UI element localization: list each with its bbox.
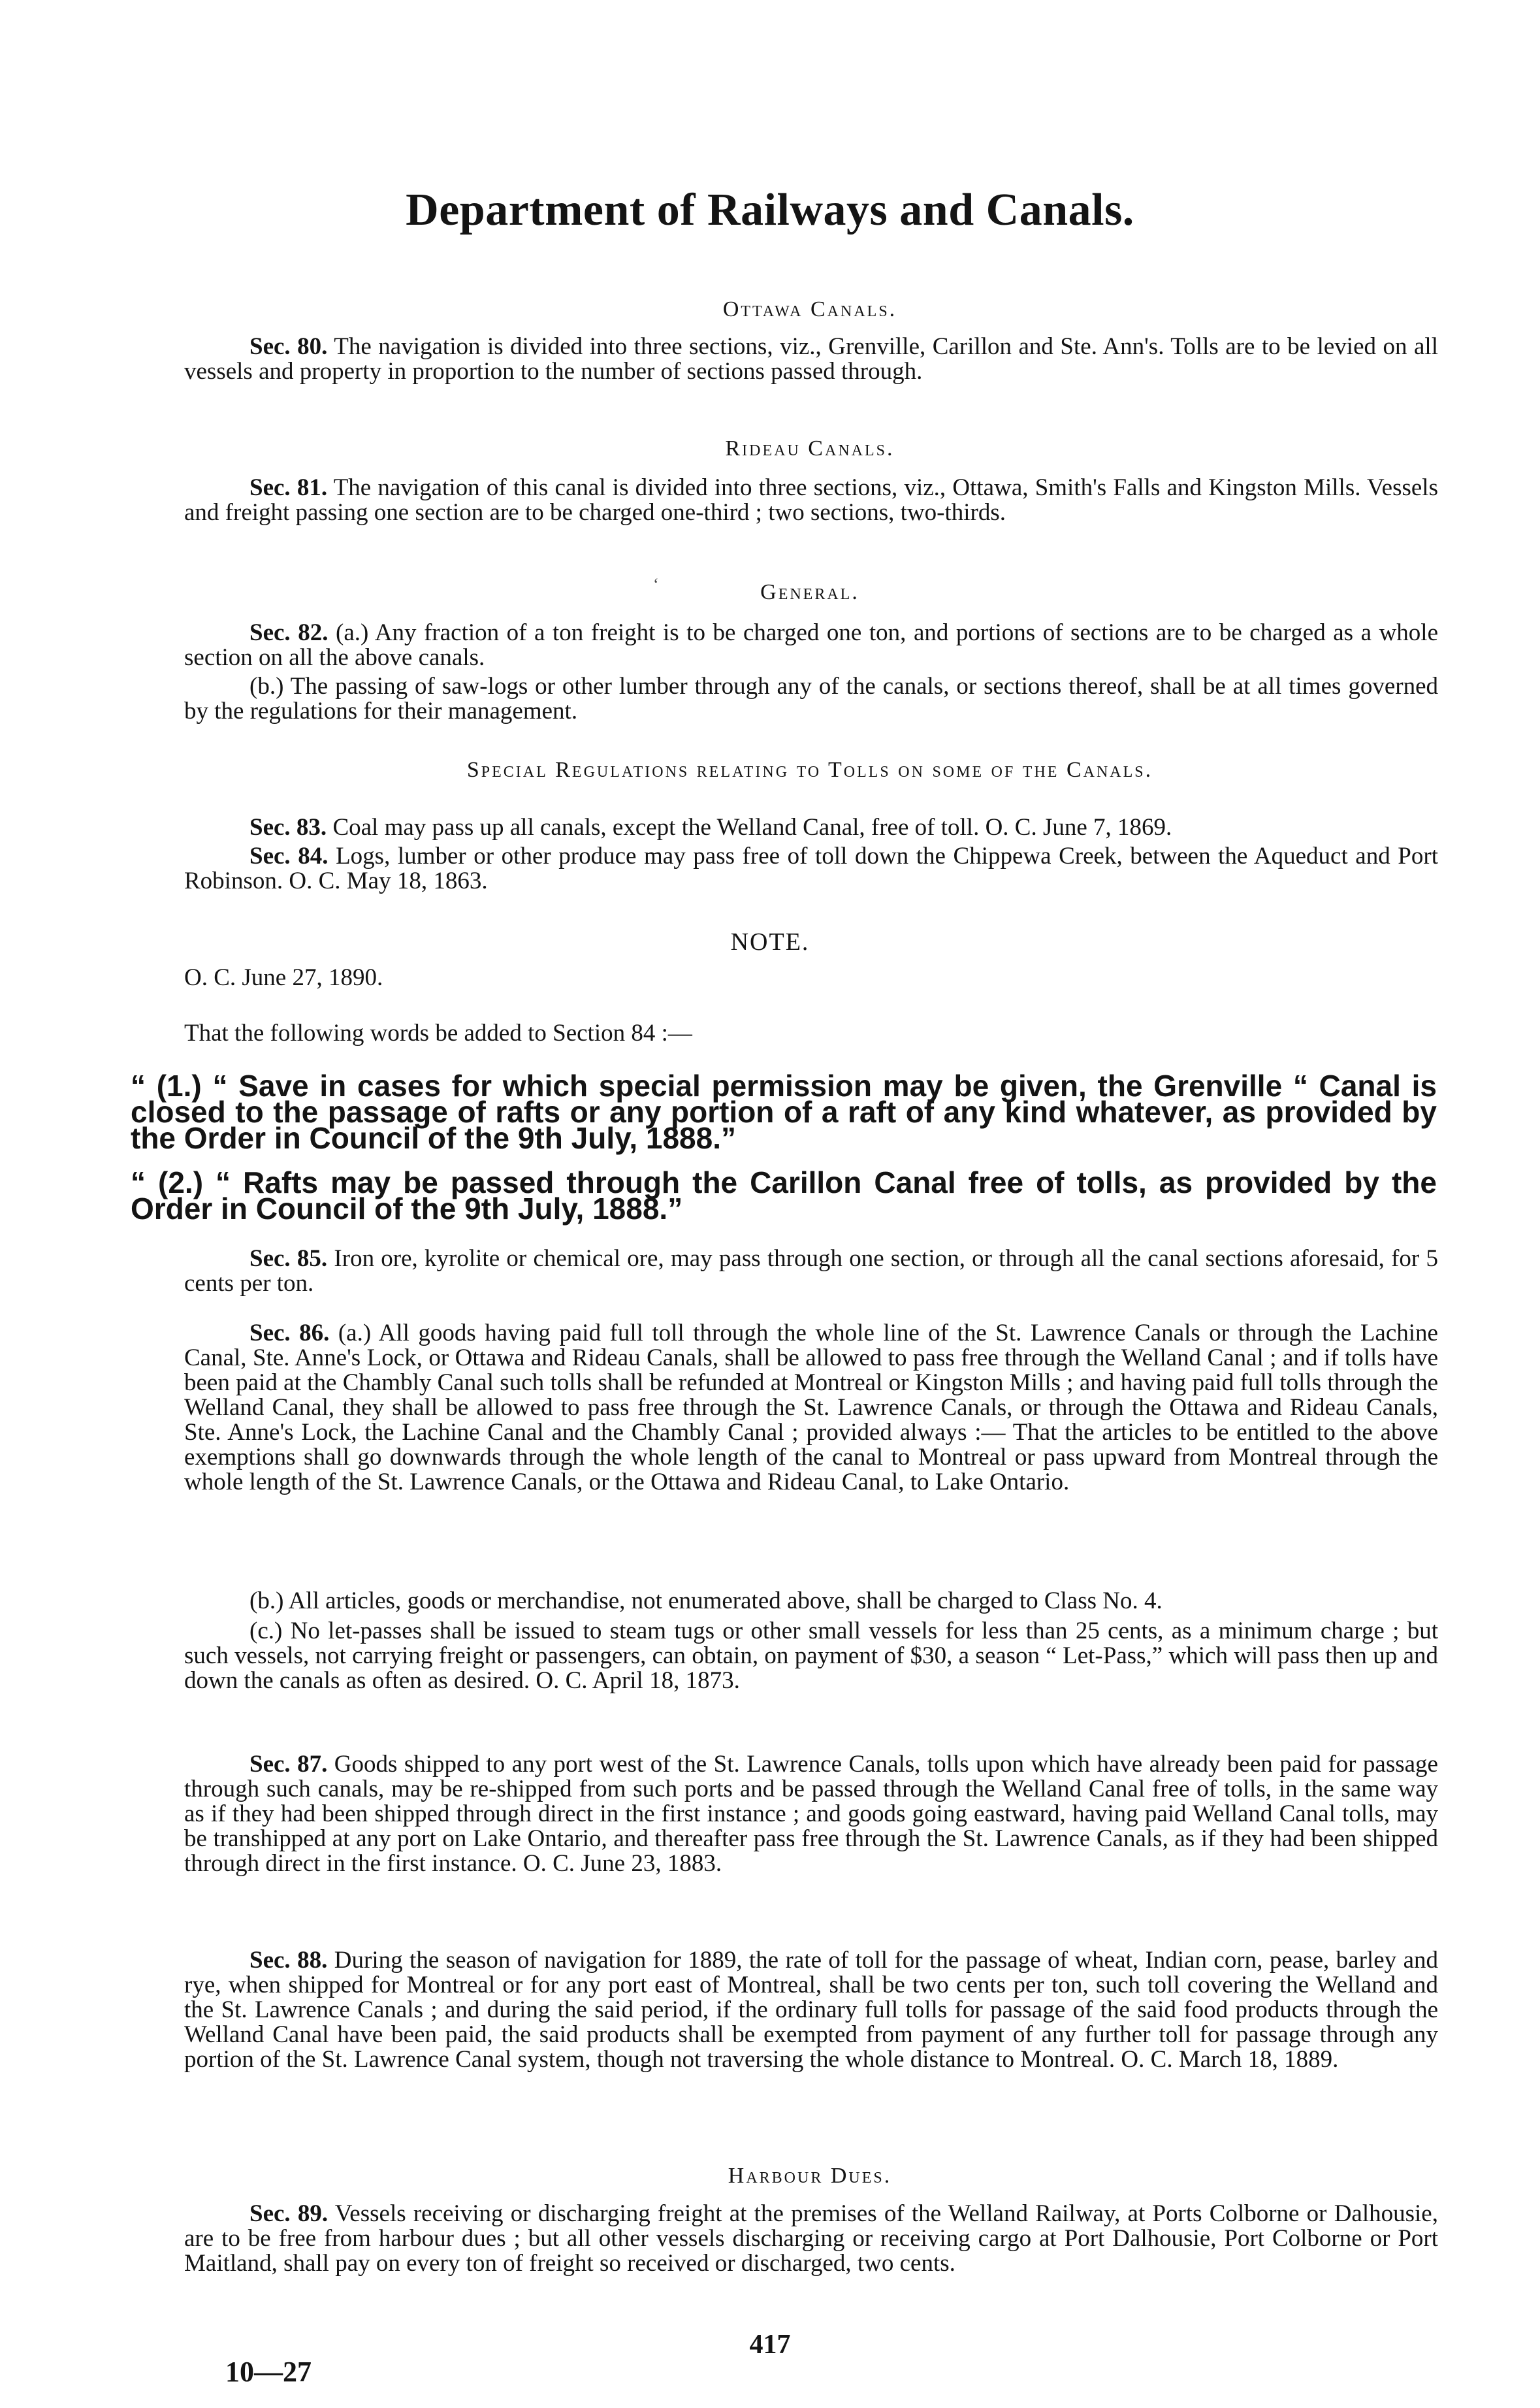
note-title: NOTE. (730, 928, 810, 956)
page-number: 417 (749, 2330, 791, 2360)
paragraph-sec-87 (184, 1752, 1438, 1876)
section-title-ottawa-canals: Ottawa Canals. (722, 297, 897, 321)
section-title-special-regulations: Special Regulations relating to Tolls on some of the Canals. (466, 758, 1153, 782)
page-title: Department of Railways and Canals. (406, 185, 1134, 235)
note-intro: That the following words be added to Section 84 :— (184, 1020, 692, 1047)
note-order-date: O. C. June 27, 1890. (184, 964, 383, 991)
note-clause-1: “ (1.) “ Save in cases for which special permission may be given, the Grenville “ Canal is closed to the passage of rafts or any portion of a raft of any kind whatever, as provided by the Order in Council of the 9th July, 1888.” (131, 1069, 1437, 1155)
paragraph-text: The navigation is divided into three sections, viz., Grenville, Carillon and Ste. Ann's. Tolls are to be levied on all vessels and property in proportion to the number of sections passed through. (184, 333, 1438, 385)
section-number: Sec. 88. (249, 1947, 328, 1974)
paragraph-sec-86-b: (b.) All articles, goods or merchandise, not enumerated above, shall be charged to Class No. 4. (249, 1587, 1163, 1614)
paragraph-sec-85 (184, 1246, 1438, 1296)
paragraph-text: Logs, lumber or other produce may pass free of toll down the Chippewa Creek, between the Aqueduct and Port Robinson. O. C. May 18, 1863. (184, 843, 1438, 894)
paragraph-sec-86 (184, 1321, 1438, 1495)
printer-signature: 10—27 (225, 2356, 312, 2388)
paragraph-text: Vessels receiving or discharging freight at the premises of the Welland Railway, at Ports Colborne or Dalhousie, are to be free from harbour dues ; but all other vessels discharging or receiving cargo at Port Dalhousie, Port Colborne or Port Maitland, shall pay on every ton of freight so received or discharged, two cents. (184, 2200, 1438, 2277)
section-title-harbour-dues: Harbour Dues. (728, 2164, 892, 2188)
paragraph-sec-89 (184, 2202, 1438, 2276)
paragraph-text: The navigation of this canal is divided into three sections, viz., Ottawa, Smith's Falls and Kingston Mills. Vessels and freight passing one section are to be charged one-third ; two sections, two-thirds. (184, 474, 1438, 526)
paragraph-sec-88 (184, 1948, 1438, 2072)
section-number: Sec. 82. (249, 619, 329, 646)
section-number: Sec. 85. (249, 1245, 328, 1272)
paragraph-text: (a.) Any fraction of a ton freight is to be charged one ton, and portions of sections are to be charged as a whole section on all the above canals. (184, 619, 1438, 671)
section-number: Sec. 84. (249, 843, 329, 870)
paragraph-sec-82-b: (b.) The passing of saw-logs or other lumber through any of the canals, or sections thereof, shall be at all times governed by the regulations for their management. (184, 673, 1438, 724)
section-number: Sec. 89. (249, 2200, 329, 2227)
paragraph-text: Goods shipped to any port west of the St. Lawrence Canals, tolls upon which have already been paid for passage through such canals, may be re-shipped from such ports and be passed through the Welland Canal free of tolls, in the same way as if they had been shipped through direct in the first instance ; and goods going eastward, having paid Welland Canal tolls, may be transhipped at any port on Lake Ontario, and thereafter pass free through the St. Lawrence Canals, as if they had been shipped through direct in the first instance. O. C. June 23, 1883. (184, 1751, 1438, 1877)
stray-mark: ‘ (653, 575, 659, 594)
note-clause-2: “ (2.) “ Rafts may be passed through the Carillon Canal free of tolls, as provided by the Order in Council of the 9th July, 1888.” (131, 1165, 1437, 1226)
paragraph-sec-80 (184, 334, 1438, 384)
section-number: Sec. 83. (249, 814, 327, 841)
paragraph-sec-81 (184, 476, 1438, 525)
section-number: Sec. 86. (249, 1320, 330, 1346)
section-title-general: General. (760, 580, 859, 604)
paragraph-text: Coal may pass up all canals, except the Welland Canal, free of toll. O. C. June 7, 1869. (332, 814, 1172, 841)
section-number: Sec. 87. (249, 1751, 328, 1778)
section-number: Sec. 80. (249, 333, 328, 360)
paragraph-sec-82 (184, 621, 1438, 670)
paragraph-sec-83 (184, 815, 1438, 840)
section-number: Sec. 81. (249, 474, 328, 501)
paragraph-text: During the season of navigation for 1889, the rate of toll for the passage of wheat, Indian corn, pease, barley and rye, when shipped for Montreal or for any port east of Montreal, shall be two cents per ton, such toll covering the Welland and the St. Lawrence Canals ; and during the said period, if the ordinary full tolls for passage of the said food products through the Welland Canal have been paid, the said products shall be exempted from payment of any further toll for passage through any portion of the St. Lawrence Canal system, though not traversing the whole distance to Montreal. O. C. March 18, 1889. (184, 1947, 1438, 2073)
paragraph-text: Iron ore, kyrolite or chemical ore, may pass through one section, or through all the canal sections aforesaid, for 5 cents per ton. (184, 1245, 1438, 1297)
paragraph-sec-84 (184, 844, 1438, 894)
paragraph-text: (a.) All goods having paid full toll through the whole line of the St. Lawrence Canals or through the Lachine Canal, Ste. Anne's Lock, or Ottawa and Rideau Canals, shall be allowed to pass free through the Welland Canal ; and if tolls have been paid at the Chambly Canal such tolls shall be refunded at Montreal or Kingston Mills ; and having paid full tolls through the Welland Canal, they shall be allowed to pass free through the St. Lawrence Canals, or through the Ottawa and Rideau Canals, Ste. Anne's Lock, the Lachine Canal and the Chambly Canal ; provided always :— That the articles to be entitled to the above exemptions shall go downwards through the whole length of the canal to Montreal or pass upward from Montreal through the whole length of the St. Lawrence Canals, or the Ottawa and Rideau Canal, to Lake Ontario. (184, 1320, 1438, 1495)
section-title-rideau-canals: Rideau Canals. (725, 436, 895, 461)
paragraph-sec-86-c: (c.) No let-passes shall be issued to steam tugs or other small vessels for less than 25 cents, as a minimum charge ; but such vessels, not carrying freight or passengers, can obtain, on payment of $30, a season “ Let-Pass,” which will pass then up and down the canals as often as desired. O. C. April 18, 1873. (184, 1618, 1438, 1694)
